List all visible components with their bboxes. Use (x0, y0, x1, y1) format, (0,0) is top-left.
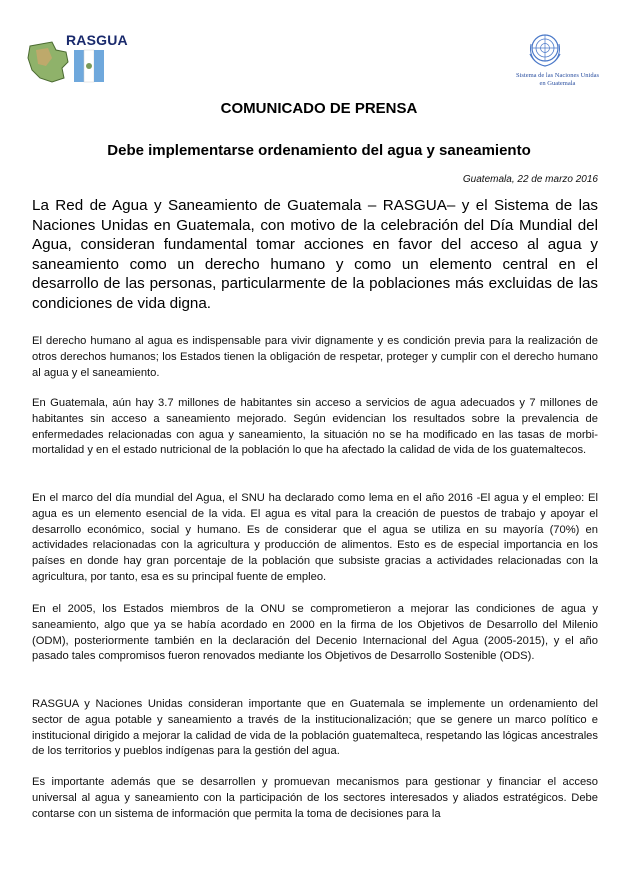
body-paragraph-3: En el marco del día mundial del Agua, el SNU ha declarado como lema en el año 2016 -El agua y el empleo: El agua es un elemento esencial de la vida. El agua es vital para la creación de puestos de trabajo y apoyar el desarrollo económico, social y humano. Es de considerar que el agua se utiliza en su mayoría (70%) en actividades relacionadas con la agricultura y producción de alimentos. Esto es de especial importancia en los países en donde hay gran porcentaje de la población que subsiste gracias a actividades relacionadas con la agricultura, por tanto, esa es su principal fuente de empleo. (32, 492, 598, 583)
document-title: Debe implementarse ordenamiento del agua y saneamiento (107, 142, 531, 159)
un-org-line2: en Guatemala (539, 80, 576, 87)
body-paragraph-1: El derecho humano al agua es indispensable para vivir dignamente y es condición previa para la realización de otros derechos humanos; los Estados tienen la obligación de respetar, proteger y cumplir con el derecho humano al agua y el saneamiento. (32, 335, 598, 379)
un-logo-text (505, 72, 610, 88)
body-paragraph-2: En Guatemala, aún hay 3.7 millones de habitantes sin acceso a servicios de agua adecuados y 7 millones de habitantes sin acceso a saneamiento mejorado. Según evidencian los resultados sobre la prevalencia de enfermedades relacionadas con agua y saneamiento, la situación no se ha modificado en las tasas de morbi-mortalidad y en el estado nutricional de la población lo que ha afectado la calidad de vida de los guatemaltecos. (32, 397, 598, 457)
rasgua-logo (22, 28, 128, 86)
lead-paragraph: La Red de Agua y Saneamiento de Guatemala – RASGUA– y el Sistema de las Naciones Unidas en Guatemala, con motivo de la celebración del Día Mundial del Agua, consideran fundamental tomar acciones en favor del acceso al agua y saneamiento como un derecho humano y como un elemento central en el desarrollo de las personas, particularmente de la poblaciones más excluidas de las condiciones de vida digna. (32, 197, 598, 312)
body-paragraph-6: Es importante además que se desarrollen y promuevan mecanismos para gestionar y financiar el acceso universal al agua y saneamiento con la participación de los sectores interesados y aliados estratégicos. Debe contarse con un sistema de información que permita la toma de decisiones para la (32, 776, 598, 820)
document-date: Guatemala, 22 de marzo 2016 (462, 174, 598, 185)
un-org-line1: Sistema de las Naciones Unidas (515, 72, 600, 79)
body-paragraph-5: RASGUA y Naciones Unidas consideran importante que en Guatemala se implemente un ordenamiento del sector de agua potable y saneamiento a través de la institucionalización; que se genere un marco político e institucional dirigido a mejorar la calidad de vida de la población guatemalteca, respetando las lógicas ancestrales de los territorios y pueblos indígenas para la gestión del agua. (32, 698, 598, 758)
body-paragraph-4: En el 2005, los Estados miembros de la ONU se comprometieron a mejorar las condiciones de agua y saneamiento, algo que ya se había acordado en 2000 en la firma de los Objetivos de Desarrollo del Milenio (ODM), posteriormente también en la declaración del Decenio Internacional del Agua (2005-2015), y el año pasado tales compromisos fueron renovados mediante los Objetivos de Desarrollo Sostenible (ODS). (32, 603, 598, 663)
rasgua-logo-text: RASGUA (66, 32, 128, 48)
press-release-heading: COMUNICADO DE PRENSA (220, 100, 418, 117)
un-logo (505, 30, 615, 92)
un-emblem-icon (525, 30, 565, 70)
